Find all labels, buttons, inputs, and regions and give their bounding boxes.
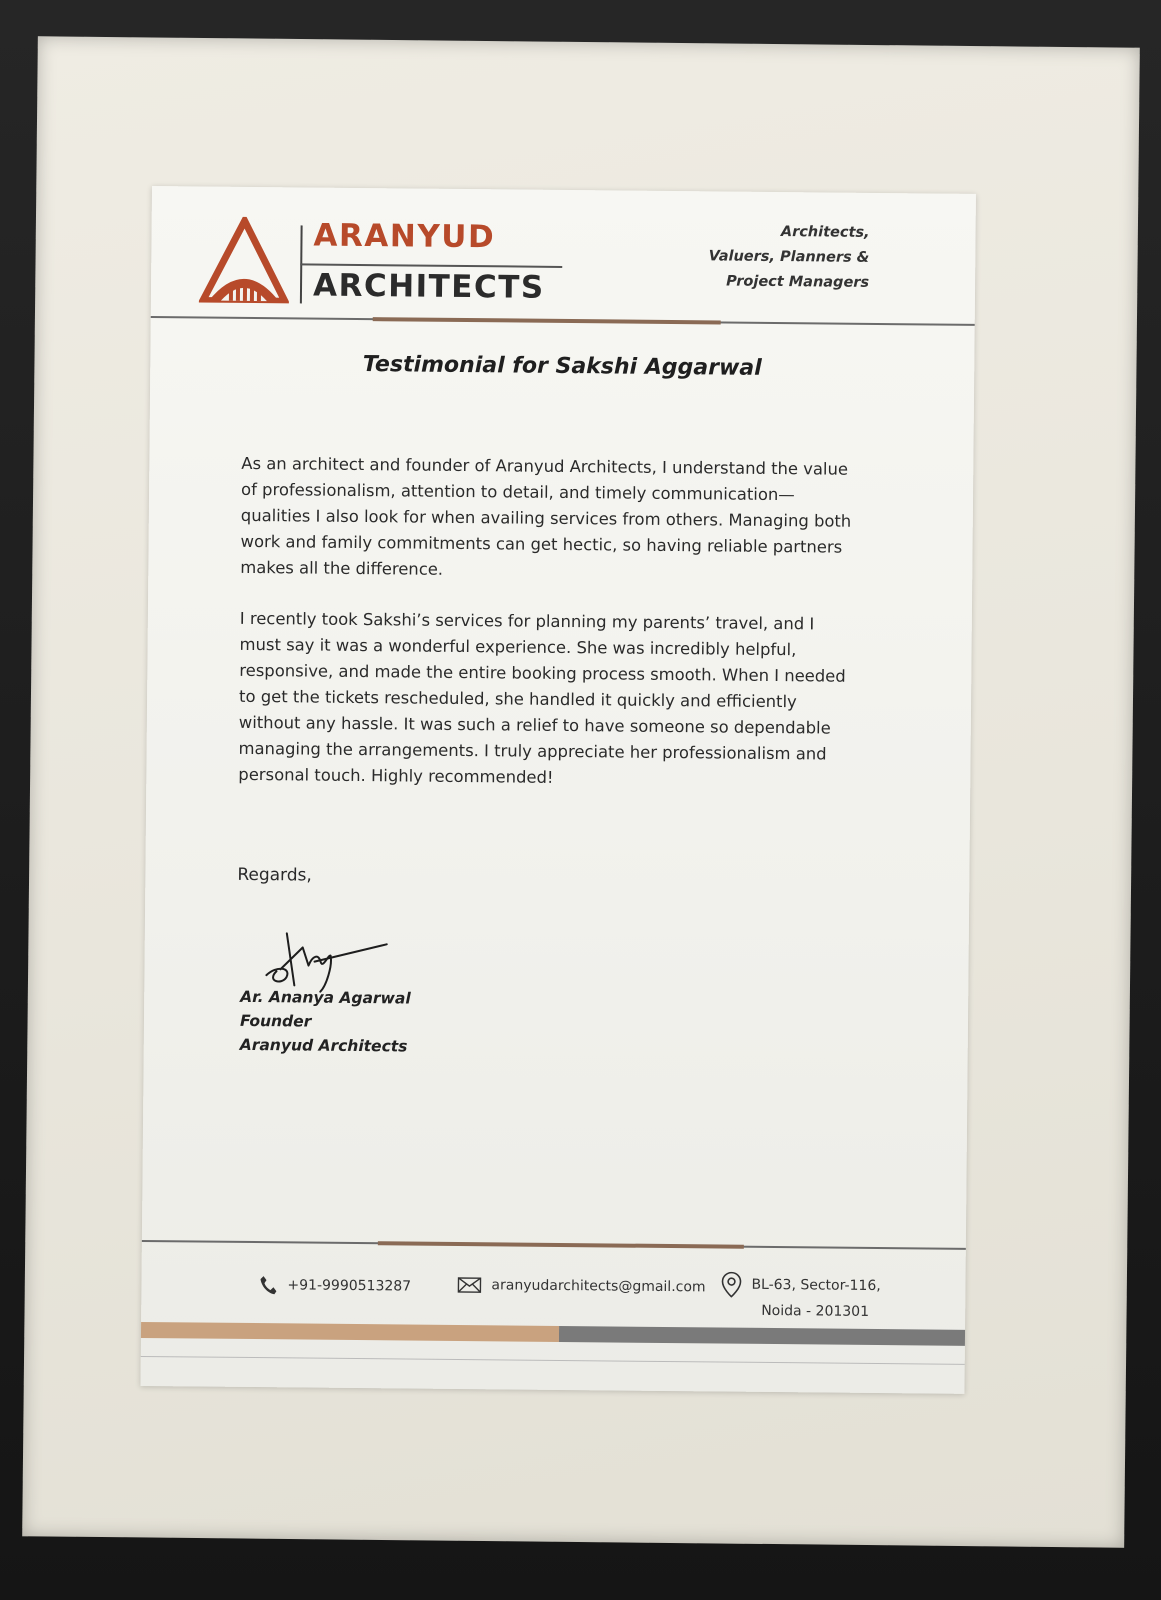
signer-block: [240, 985, 411, 1059]
phone-number: +91-9990513287: [287, 1277, 412, 1295]
tagline-line: Architects,: [780, 224, 870, 241]
envelope-icon: [457, 1277, 481, 1293]
tagline-line: Project Managers: [726, 273, 870, 291]
address-line1: BL-63, Sector-116,: [751, 1276, 881, 1295]
footer-band-grey: [559, 1326, 965, 1346]
signer-role: Founder: [239, 1011, 312, 1031]
paper-edge: [141, 1356, 965, 1365]
letter-body: [238, 451, 861, 819]
brand-name-line2: ARCHITECTS: [312, 267, 545, 306]
body-paragraph: I recently took Sakshi’s services for planning my parents’ travel, and I must say it was a wonderful experience. She was incredibly helpful, responsive, and made the entire booking process smooth. When I needed to get the tickets rescheduled, she handled it quickly and efficiently without any hassle. It was such a relief to have someone so dependable managing the arrangements. I truly appreciate her professionalism and personal touch. Highly recommended!: [238, 608, 846, 787]
tagline: [708, 219, 869, 296]
footer-address: [721, 1272, 881, 1326]
address-line2: Noida - 201301: [761, 1302, 870, 1320]
brand-name-line1: ARANYUD: [313, 217, 496, 256]
location-pin-icon: [721, 1272, 741, 1298]
signer-name: Ar. Ananya Agarwal: [240, 987, 411, 1008]
letter-title: Testimonial for Sakshi Aggarwal: [362, 352, 762, 381]
footer-phone: [259, 1275, 411, 1296]
footer-accent-bar: [378, 1241, 744, 1249]
phone-icon: [259, 1275, 277, 1295]
email-address: aranyudarchitects@gmail.com: [491, 1277, 706, 1296]
letterhead-paper: [140, 186, 975, 1394]
signer-company: Aranyud Architects: [239, 1035, 408, 1056]
footer-band-tan: [141, 1322, 559, 1342]
body-paragraph: As an architect and founder of Aranyud Architects, I understand the value of professionalism, attention to detail, and timely communication—qualities I also look for when availing services from others. Managing both work and family commitments can get hectic, so having reliable partners makes all the difference.: [240, 453, 852, 579]
header-accent-bar: [373, 317, 721, 324]
tagline-line: Valuers, Planners &: [708, 248, 870, 266]
closing: Regards,: [237, 864, 312, 886]
aranyud-logo-icon: [199, 216, 290, 303]
footer-email: [457, 1277, 705, 1295]
